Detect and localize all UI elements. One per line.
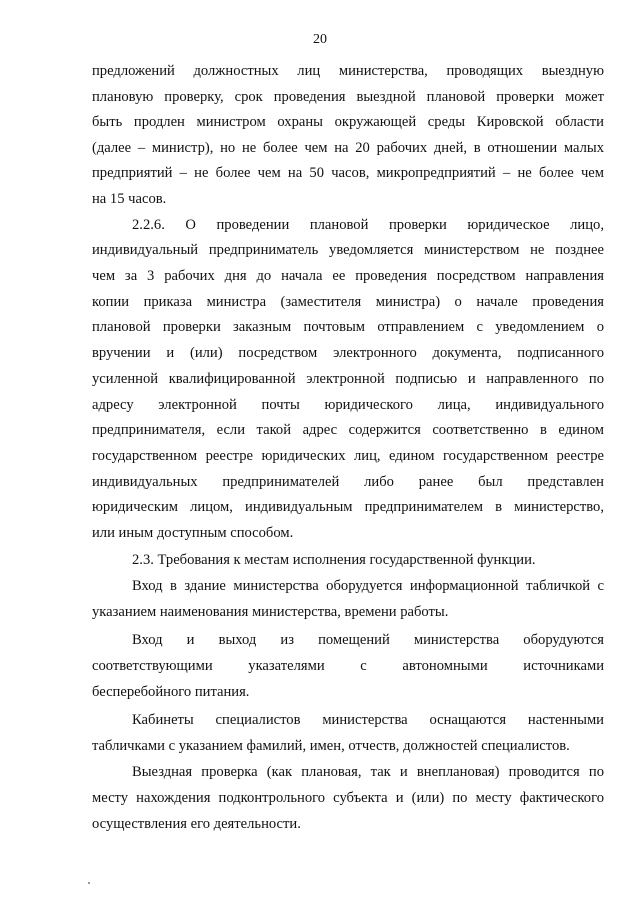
text-line: плановой проверки заказным почтовым отправлением с уведомлением о xyxy=(92,319,604,335)
text-line: предпринимателя, если такой адрес содержится соответственно в едином xyxy=(92,422,604,438)
text-line: 2.2.6. О проведении плановой проверки юридическое лицо, xyxy=(132,217,604,233)
text-line: Вход и выход из помещений министерства оборудуются xyxy=(132,632,604,648)
text-line: бесперебойного питания. xyxy=(92,684,250,700)
section-heading: 2.3. Требования к местам исполнения государственной функции. xyxy=(132,552,536,568)
text-line: соответствующими указателями с автономными источниками xyxy=(92,658,604,674)
text-line: Выездная проверка (как плановая, так и внеплановая) проводится по xyxy=(132,764,604,780)
text-line: предложений должностных лиц министерства, проводящих выездную xyxy=(92,63,604,79)
text-line: месту нахождения подконтрольного субъекта и (или) по месту фактического xyxy=(92,790,604,806)
page-number: 20 xyxy=(313,32,327,47)
text-line: индивидуальных предпринимателей либо ранее был представлен xyxy=(92,474,604,490)
text-line: Вход в здание министерства оборудуется информационной табличкой с xyxy=(132,578,604,594)
text-line: вручении и (или) посредством электронного документа, подписанного xyxy=(92,345,604,361)
scan-speck xyxy=(88,882,90,884)
text-line: Кабинеты специалистов министерства оснащаются настенными xyxy=(132,712,604,728)
text-line: усиленной квалифицированной электронной подписью и направленного по xyxy=(92,371,604,387)
text-line: предприятий – не более чем на 50 часов, микропредприятий – не более чем xyxy=(92,165,604,181)
text-line: чем за 3 рабочих дня до начала ее проведения посредством направления xyxy=(92,268,604,284)
text-line: юридическим лицом, индивидуальным предпринимателем в министерство, xyxy=(92,499,604,515)
text-line: копии приказа министра (заместителя министра) о начале проведения xyxy=(92,294,604,310)
text-line: государственном реестре юридических лиц, едином государственном реестре xyxy=(92,448,604,464)
text-line: указанием наименования министерства, времени работы. xyxy=(92,604,449,620)
text-line: плановую проверку, срок проведения выездной плановой проверки может xyxy=(92,89,604,105)
text-line: на 15 часов. xyxy=(92,191,167,207)
text-line: адресу электронной почты юридического лица, индивидуального xyxy=(92,397,604,413)
text-line: осуществления его деятельности. xyxy=(92,816,301,832)
text-line: индивидуальный предприниматель уведомляется министерством не позднее xyxy=(92,242,604,258)
text-line: (далее – министр), но не более чем на 20 рабочих дней, в отношении малых xyxy=(92,140,604,156)
text-line: или иным доступным способом. xyxy=(92,525,294,541)
text-line: табличками с указанием фамилий, имен, отчеств, должностей специалистов. xyxy=(92,738,570,754)
text-line: быть продлен министром охраны окружающей среды Кировской области xyxy=(92,114,604,130)
